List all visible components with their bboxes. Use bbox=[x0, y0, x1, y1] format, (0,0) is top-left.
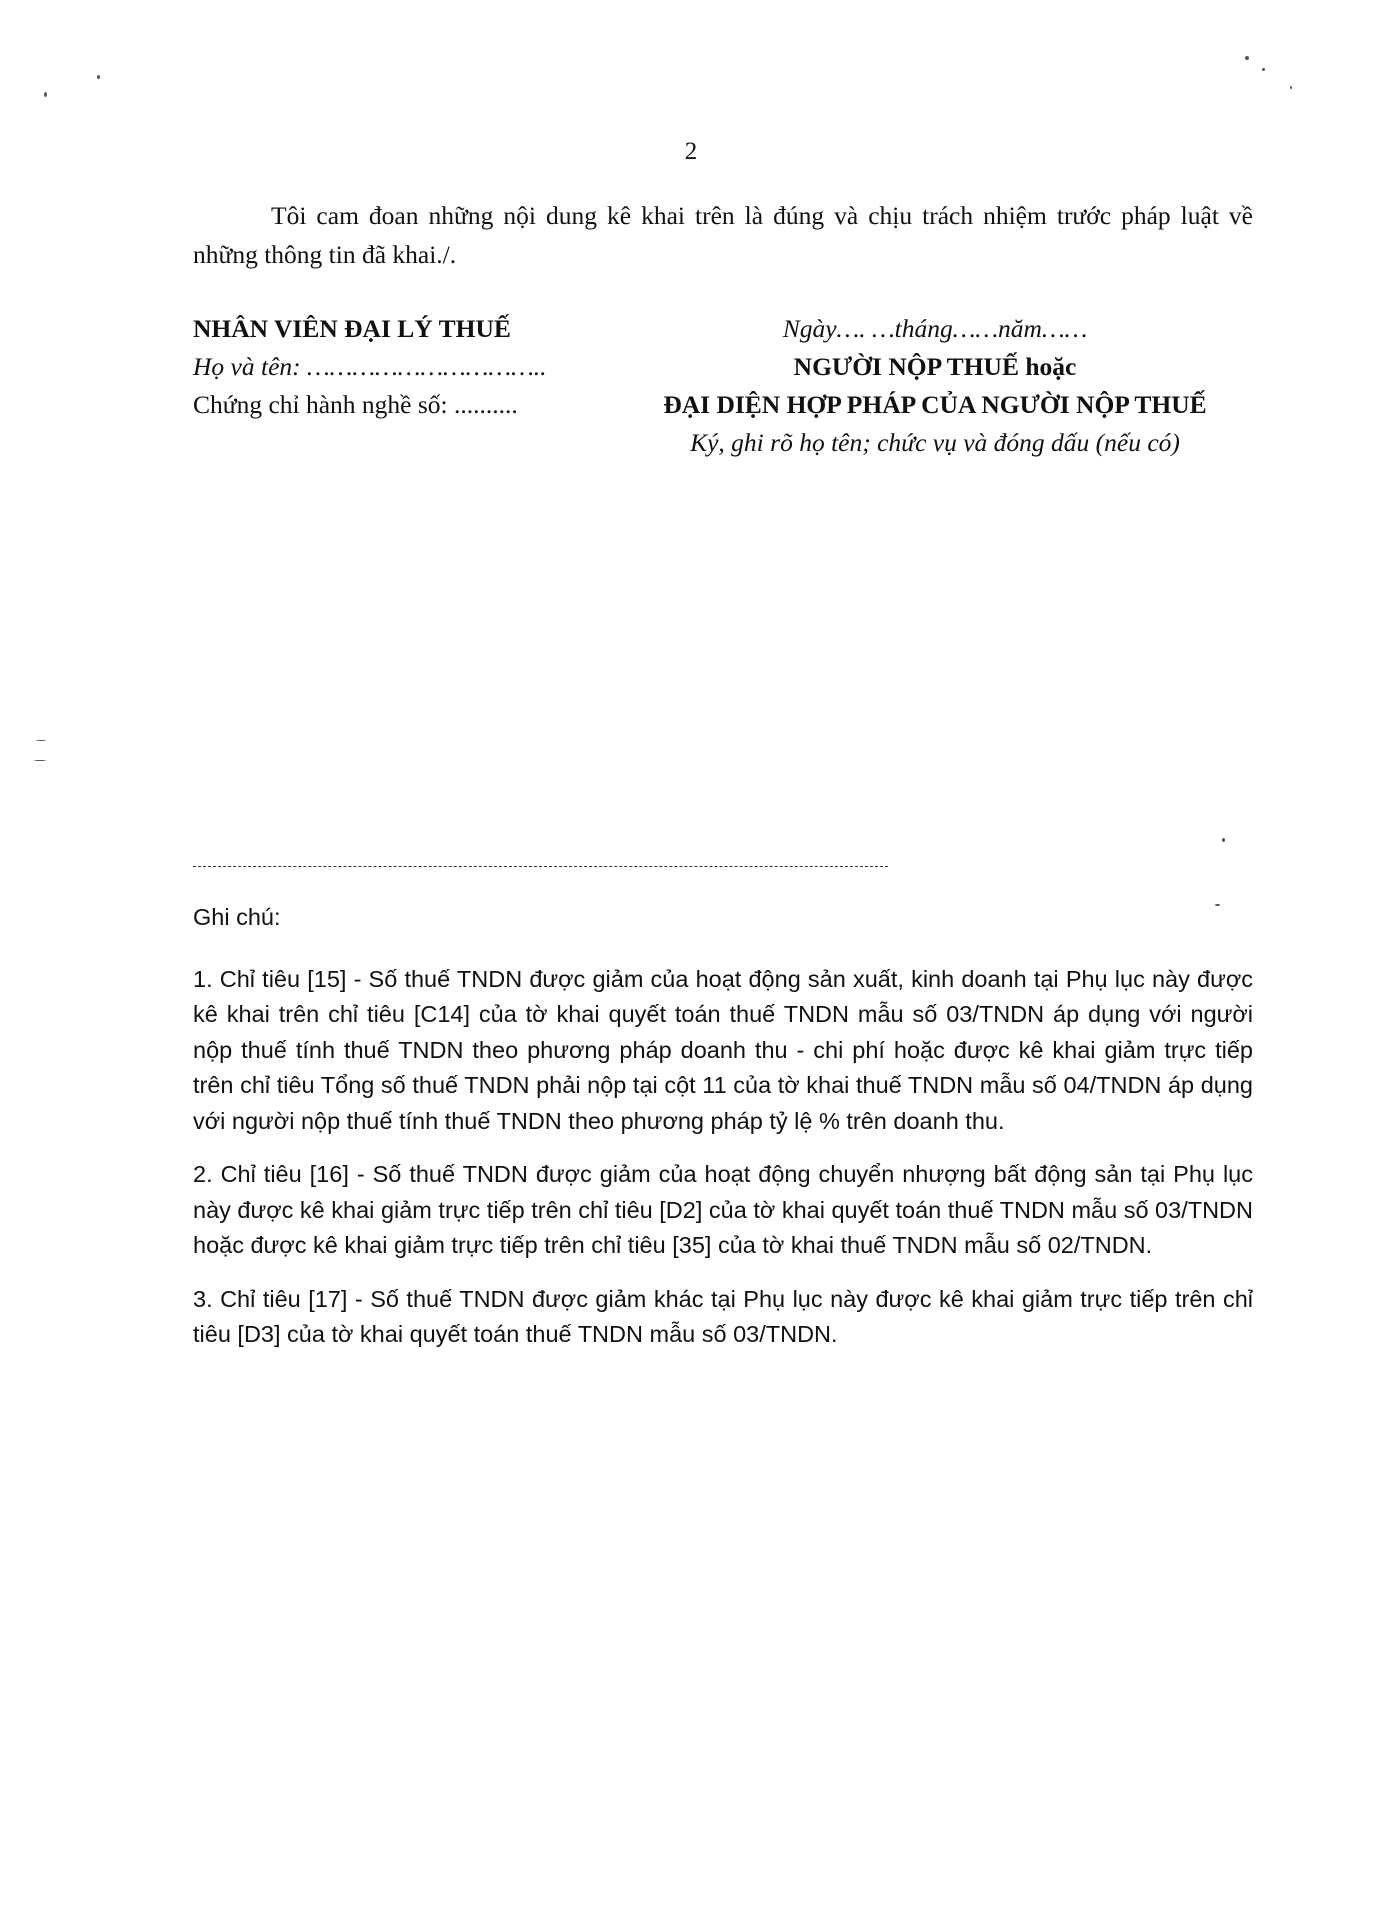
page-number: 2 bbox=[684, 138, 698, 165]
scan-speck bbox=[97, 75, 100, 79]
scan-speck bbox=[1290, 86, 1292, 89]
legal-representative-title: ĐẠI DIỆN HỢP PHÁP CỦA NGƯỜI NỘP THUẾ bbox=[663, 390, 1207, 419]
scan-speck bbox=[1215, 904, 1220, 906]
notes-label: Ghi chú: bbox=[193, 904, 281, 930]
tax-agent-name-line: Họ và tên: ………………………….. bbox=[193, 352, 547, 381]
note-item: 3. Chỉ tiêu [17] - Số thuế TNDN được giảm khác tại Phụ lục này được kê khai giảm trực tiếp trên chỉ tiêu [D3] của tờ khai quyết toán thuế TNDN mẫu số 03/TNDN. bbox=[193, 1285, 1253, 1347]
taxpayer-signature-block bbox=[600, 310, 1270, 462]
tax-agent-signature-block bbox=[193, 310, 547, 424]
declaration-text: Tôi cam đoan những nội dung kê khai trên là đúng và chịu trách nhiệm trước pháp luật về những thông tin đã khai./. bbox=[193, 201, 1253, 269]
scan-speck bbox=[34, 760, 46, 761]
signature-date-line: Ngày…. …tháng……năm…… bbox=[782, 314, 1088, 343]
scan-speck bbox=[1245, 56, 1249, 60]
scan-speck bbox=[44, 92, 47, 97]
signature-instruction: Ký, ghi rõ họ tên; chức vụ và đóng dấu (nếu có) bbox=[690, 428, 1180, 457]
note-item: 2. Chỉ tiêu [16] - Số thuế TNDN được giảm của hoạt động chuyển nhượng bất động sản tại Phụ lục này được kê khai giảm trực tiếp trên chỉ tiêu [D2] của tờ khai quyết toán thuế TNDN mẫu số 03/TNDN hoặc được kê khai giảm trực tiếp trên chỉ tiêu [35] của tờ khai thuế TNDN mẫu số 02/TNDN. bbox=[193, 1161, 1253, 1258]
notes-section bbox=[193, 900, 1253, 1371]
scan-speck bbox=[36, 740, 46, 741]
tax-agent-title: NHÂN VIÊN ĐẠI LÝ THUẾ bbox=[193, 314, 511, 343]
notes-divider bbox=[193, 866, 888, 867]
scan-speck bbox=[1222, 838, 1225, 842]
note-item: 1. Chỉ tiêu [15] - Số thuế TNDN được giảm của hoạt động sản xuất, kinh doanh tại Phụ lục này được kê khai trên chỉ tiêu [C14] của tờ khai quyết toán thuế TNDN mẫu số 03/TNDN áp dụng với người nộp thuế tính thuế TNDN theo phương pháp doanh thu - chi phí hoặc được kê khai giảm trực tiếp trên chỉ tiêu Tổng số thuế TNDN phải nộp tại cột 11 của tờ khai thuế TNDN mẫu số 04/TNDN áp dụng với người nộp thuế tính thuế TNDN theo phương pháp tỷ lệ % trên doanh thu. bbox=[193, 965, 1253, 1134]
taxpayer-title: NGƯỜI NỘP THUẾ hoặc bbox=[793, 352, 1077, 381]
tax-agent-certificate-line: Chứng chỉ hành nghề số: .......... bbox=[193, 390, 518, 419]
scan-speck bbox=[1262, 68, 1265, 71]
